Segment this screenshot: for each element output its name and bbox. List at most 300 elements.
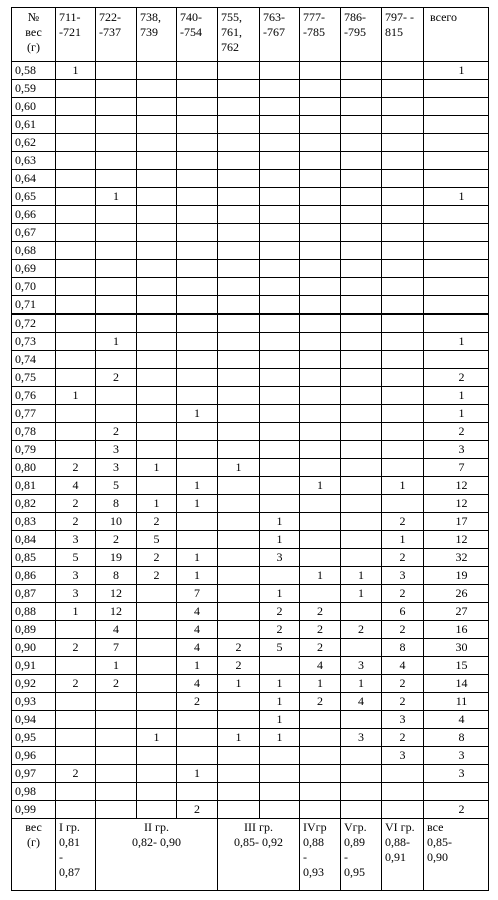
count-cell: 1 (260, 531, 300, 549)
count-cell (96, 747, 137, 765)
count-cell (382, 242, 424, 260)
count-cell: 4 (300, 657, 341, 675)
count-cell (218, 278, 260, 296)
count-cell: 4 (177, 621, 218, 639)
count-cell (137, 441, 177, 459)
count-cell: 1 (341, 675, 382, 693)
table-row (12, 567, 489, 585)
table-row (12, 729, 489, 747)
count-cell (56, 351, 96, 369)
weight-cell: 0,81 (12, 477, 56, 495)
count-cell (137, 296, 177, 315)
count-cell (137, 206, 177, 224)
count-cell (341, 441, 382, 459)
weight-cell: 0,68 (12, 242, 56, 260)
count-cell: 3 (56, 585, 96, 603)
count-cell (137, 152, 177, 170)
count-cell (56, 224, 96, 242)
count-cell (218, 531, 260, 549)
count-cell (218, 314, 260, 333)
count-cell (177, 351, 218, 369)
count-cell (341, 98, 382, 116)
count-cell (177, 224, 218, 242)
count-cell (382, 387, 424, 405)
table-row (12, 62, 489, 80)
count-cell (56, 134, 96, 152)
count-cell: 2 (260, 621, 300, 639)
count-cell (218, 585, 260, 603)
count-cell (300, 711, 341, 729)
count-cell (341, 549, 382, 567)
count-cell (300, 134, 341, 152)
total-cell (424, 116, 489, 134)
table-row (12, 405, 489, 423)
table-row (12, 152, 489, 170)
count-cell (260, 423, 300, 441)
count-cell (96, 98, 137, 116)
count-cell (218, 206, 260, 224)
count-cell: 4 (177, 639, 218, 657)
count-cell (56, 333, 96, 351)
count-cell (177, 188, 218, 206)
count-cell: 2 (300, 639, 341, 657)
count-cell: 1 (300, 675, 341, 693)
count-cell: 1 (260, 693, 300, 711)
count-cell (96, 206, 137, 224)
count-cell: 2 (56, 765, 96, 783)
count-cell (341, 278, 382, 296)
count-cell (300, 729, 341, 747)
count-cell (260, 98, 300, 116)
count-cell: 1 (341, 567, 382, 585)
footer-weight-label: вес (г) (12, 819, 56, 891)
count-cell (56, 116, 96, 134)
count-cell (341, 296, 382, 315)
count-cell: 1 (260, 675, 300, 693)
count-cell (300, 62, 341, 80)
count-cell (137, 224, 177, 242)
column-header: 797- - 815 (382, 8, 424, 62)
count-cell: 3 (382, 711, 424, 729)
column-header: 777- -785 (300, 8, 341, 62)
count-cell (341, 351, 382, 369)
count-cell (96, 242, 137, 260)
table-row (12, 242, 489, 260)
count-cell: 1 (260, 729, 300, 747)
count-cell (218, 260, 260, 278)
count-cell: 2 (382, 513, 424, 531)
count-cell (96, 224, 137, 242)
count-cell (218, 188, 260, 206)
total-cell: 32 (424, 549, 489, 567)
count-cell (341, 333, 382, 351)
count-cell (96, 260, 137, 278)
count-cell (260, 441, 300, 459)
count-cell (96, 314, 137, 333)
count-cell (260, 224, 300, 242)
count-cell (218, 549, 260, 567)
column-header: 711- -721 (56, 8, 96, 62)
count-cell (260, 747, 300, 765)
count-cell: 1 (177, 657, 218, 675)
count-cell (382, 278, 424, 296)
count-cell: 1 (137, 729, 177, 747)
count-cell (137, 639, 177, 657)
count-cell (382, 152, 424, 170)
count-cell: 3 (341, 657, 382, 675)
weight-cell: 0,86 (12, 567, 56, 585)
count-cell (218, 603, 260, 621)
weight-cell: 0,66 (12, 206, 56, 224)
table-row (12, 188, 489, 206)
count-cell (300, 296, 341, 315)
weight-distribution-table (11, 7, 489, 891)
count-cell (137, 657, 177, 675)
table-row (12, 98, 489, 116)
count-cell (218, 224, 260, 242)
count-cell (382, 188, 424, 206)
weight-cell: 0,89 (12, 621, 56, 639)
count-cell: 2 (260, 603, 300, 621)
group-2-range: II гр. 0,82- 0,90 (96, 819, 218, 891)
total-cell (424, 296, 489, 315)
total-cell (424, 170, 489, 188)
count-cell (177, 62, 218, 80)
column-header: 763- -767 (260, 8, 300, 62)
count-cell: 1 (382, 477, 424, 495)
count-cell (260, 477, 300, 495)
count-cell: 1 (382, 531, 424, 549)
count-cell: 12 (96, 603, 137, 621)
count-cell (218, 765, 260, 783)
count-cell: 3 (260, 549, 300, 567)
count-cell (177, 134, 218, 152)
count-cell (260, 134, 300, 152)
count-cell: 1 (218, 459, 260, 477)
count-cell (137, 783, 177, 801)
total-cell: 12 (424, 495, 489, 513)
table-row (12, 278, 489, 296)
count-cell: 1 (177, 549, 218, 567)
count-cell (260, 801, 300, 819)
weight-cell: 0,72 (12, 314, 56, 333)
count-cell (96, 134, 137, 152)
total-cell (424, 224, 489, 242)
count-cell: 8 (96, 495, 137, 513)
count-cell (56, 242, 96, 260)
count-cell (260, 333, 300, 351)
count-cell (177, 783, 218, 801)
count-cell (137, 747, 177, 765)
count-cell (96, 405, 137, 423)
count-cell (341, 260, 382, 278)
count-cell: 1 (177, 567, 218, 585)
count-cell (300, 314, 341, 333)
count-cell (96, 80, 137, 98)
count-cell: 5 (137, 531, 177, 549)
count-cell (300, 801, 341, 819)
count-cell (137, 405, 177, 423)
count-cell (382, 206, 424, 224)
count-cell (218, 98, 260, 116)
count-cell (137, 693, 177, 711)
count-cell (341, 62, 382, 80)
count-cell (218, 296, 260, 315)
count-cell: 4 (96, 621, 137, 639)
count-cell (218, 747, 260, 765)
count-cell (137, 170, 177, 188)
count-cell (177, 711, 218, 729)
count-cell (260, 260, 300, 278)
count-cell (137, 98, 177, 116)
count-cell (382, 116, 424, 134)
weight-cell: 0,85 (12, 549, 56, 567)
count-cell (341, 477, 382, 495)
count-cell (177, 369, 218, 387)
total-cell: 1 (424, 387, 489, 405)
count-cell (218, 495, 260, 513)
count-cell (260, 152, 300, 170)
count-cell: 2 (56, 459, 96, 477)
count-cell: 2 (96, 423, 137, 441)
count-cell (56, 188, 96, 206)
count-cell: 3 (96, 459, 137, 477)
total-cell: 3 (424, 747, 489, 765)
count-cell (177, 441, 218, 459)
count-cell: 2 (96, 369, 137, 387)
count-cell (56, 206, 96, 224)
group-summary-row (12, 819, 489, 891)
count-cell (341, 224, 382, 242)
table-row (12, 747, 489, 765)
count-cell (218, 242, 260, 260)
total-cell: 27 (424, 603, 489, 621)
count-cell (300, 513, 341, 531)
count-cell (177, 152, 218, 170)
count-cell: 1 (260, 585, 300, 603)
count-cell (218, 62, 260, 80)
table-row (12, 170, 489, 188)
column-header: 740- -754 (177, 8, 218, 62)
count-cell: 1 (341, 585, 382, 603)
count-cell: 1 (137, 459, 177, 477)
count-cell (260, 405, 300, 423)
header-row (12, 8, 489, 62)
total-cell: 1 (424, 333, 489, 351)
table-row (12, 80, 489, 98)
count-cell (260, 80, 300, 98)
count-cell: 1 (177, 495, 218, 513)
count-cell: 1 (137, 495, 177, 513)
count-cell (300, 387, 341, 405)
count-cell (137, 242, 177, 260)
count-cell (137, 116, 177, 134)
weight-cell: 0,96 (12, 747, 56, 765)
count-cell (300, 423, 341, 441)
total-column-header: всего (424, 8, 489, 62)
count-cell: 2 (56, 639, 96, 657)
count-cell: 5 (56, 549, 96, 567)
count-cell: 1 (177, 477, 218, 495)
count-cell (96, 278, 137, 296)
count-cell (56, 747, 96, 765)
total-cell: 15 (424, 657, 489, 675)
weight-cell: 0,98 (12, 783, 56, 801)
count-cell (218, 711, 260, 729)
count-cell (96, 711, 137, 729)
count-cell: 1 (96, 657, 137, 675)
table-row (12, 116, 489, 134)
table-row (12, 495, 489, 513)
weight-cell: 0,60 (12, 98, 56, 116)
count-cell (218, 369, 260, 387)
weight-cell: 0,88 (12, 603, 56, 621)
count-cell: 19 (96, 549, 137, 567)
table-row (12, 441, 489, 459)
count-cell: 2 (56, 495, 96, 513)
count-cell (177, 80, 218, 98)
count-cell (137, 603, 177, 621)
count-cell (56, 278, 96, 296)
count-cell: 1 (177, 765, 218, 783)
count-cell (382, 495, 424, 513)
count-cell (382, 765, 424, 783)
count-cell (177, 170, 218, 188)
weight-cell: 0,69 (12, 260, 56, 278)
count-cell (218, 116, 260, 134)
count-cell (382, 296, 424, 315)
weight-cell: 0,79 (12, 441, 56, 459)
count-cell (300, 206, 341, 224)
column-header: 786- -795 (341, 8, 382, 62)
count-cell (300, 152, 341, 170)
total-cell: 1 (424, 405, 489, 423)
total-cell: 3 (424, 441, 489, 459)
total-cell: 2 (424, 423, 489, 441)
count-cell (177, 531, 218, 549)
count-cell (177, 387, 218, 405)
count-cell (341, 206, 382, 224)
count-cell (137, 621, 177, 639)
count-cell (96, 387, 137, 405)
table-row (12, 711, 489, 729)
count-cell (177, 513, 218, 531)
count-cell (137, 260, 177, 278)
table-row (12, 387, 489, 405)
count-cell: 1 (218, 675, 260, 693)
count-cell (96, 296, 137, 315)
count-cell (137, 765, 177, 783)
table-row (12, 783, 489, 801)
total-cell (424, 134, 489, 152)
count-cell (177, 242, 218, 260)
table-row (12, 657, 489, 675)
weight-cell: 0,70 (12, 278, 56, 296)
count-cell: 5 (96, 477, 137, 495)
count-cell (56, 729, 96, 747)
weight-cell: 0,97 (12, 765, 56, 783)
count-cell (56, 314, 96, 333)
count-cell (382, 260, 424, 278)
weight-cell: 0,58 (12, 62, 56, 80)
count-cell: 2 (96, 531, 137, 549)
count-cell (341, 747, 382, 765)
count-cell: 3 (96, 441, 137, 459)
weight-cell: 0,65 (12, 188, 56, 206)
count-cell (260, 242, 300, 260)
count-cell: 2 (137, 549, 177, 567)
weight-cell: 0,76 (12, 387, 56, 405)
all-range: все 0,85- 0,90 (424, 819, 489, 891)
count-cell (300, 783, 341, 801)
total-cell: 4 (424, 711, 489, 729)
table-row (12, 351, 489, 369)
count-cell (382, 351, 424, 369)
count-cell (177, 423, 218, 441)
weight-cell: 0,62 (12, 134, 56, 152)
count-cell (177, 98, 218, 116)
count-cell (341, 711, 382, 729)
table-row (12, 801, 489, 819)
total-cell: 3 (424, 765, 489, 783)
count-cell (300, 495, 341, 513)
count-cell (177, 116, 218, 134)
count-cell: 2 (218, 639, 260, 657)
count-cell: 2 (341, 621, 382, 639)
count-cell: 1 (218, 729, 260, 747)
count-cell (300, 278, 341, 296)
count-cell (382, 80, 424, 98)
table-row (12, 531, 489, 549)
count-cell: 7 (177, 585, 218, 603)
count-cell (177, 333, 218, 351)
count-cell (260, 62, 300, 80)
count-cell: 4 (177, 603, 218, 621)
count-cell (300, 549, 341, 567)
count-cell: 2 (300, 693, 341, 711)
count-cell: 3 (56, 567, 96, 585)
count-cell (218, 801, 260, 819)
count-cell (300, 170, 341, 188)
count-cell: 2 (300, 603, 341, 621)
weight-cell: 0,95 (12, 729, 56, 747)
count-cell (382, 134, 424, 152)
count-cell: 8 (96, 567, 137, 585)
count-cell (177, 314, 218, 333)
count-cell (218, 134, 260, 152)
count-cell (341, 170, 382, 188)
weight-cell: 0,90 (12, 639, 56, 657)
count-cell (56, 621, 96, 639)
total-cell: 11 (424, 693, 489, 711)
total-cell: 17 (424, 513, 489, 531)
group-3-range: III гр. 0,85- 0,92 (218, 819, 300, 891)
count-cell (218, 333, 260, 351)
count-cell (137, 585, 177, 603)
count-cell (300, 765, 341, 783)
count-cell (218, 170, 260, 188)
count-cell (96, 62, 137, 80)
count-cell: 2 (137, 567, 177, 585)
table-row (12, 585, 489, 603)
table-row (12, 675, 489, 693)
table-row (12, 639, 489, 657)
count-cell (300, 369, 341, 387)
count-cell (177, 747, 218, 765)
weight-cell: 0,61 (12, 116, 56, 134)
count-cell (341, 513, 382, 531)
count-cell (300, 333, 341, 351)
